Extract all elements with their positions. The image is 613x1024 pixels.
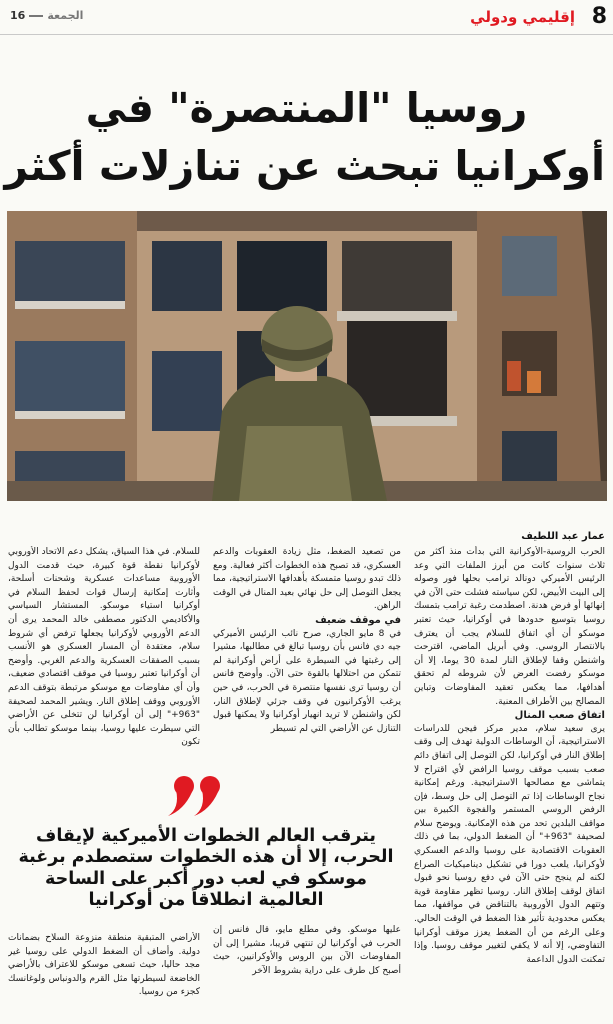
issue-date [6, 9, 83, 22]
page-number: 8 [591, 4, 607, 29]
headline-line-1: روسيا "المنتصرة" في [85, 84, 528, 132]
article-photo [7, 211, 607, 501]
pull-quote: يترقب العالم الخطوات الأميركية لإيقاف الحرب، إلا أن هذه الخطوات ستصطدم برغبة موسكو في لعب دور أكبر على الساحة العالمية انطلاقاً من أوكرانيا [18, 826, 394, 911]
page-header [0, 0, 613, 35]
date-separator [29, 15, 43, 17]
article-column-2-continued: عليها موسكو. وفي مطلع مايو، قال فانس إن الحرب في أوكرانيا لن تنتهي قريبا، مشيرا إلى أن المفاوضات الآن بين الروس والأوكرانيين، حيث أصبح كل طرف على دراية بشروط الآخر [213, 925, 401, 976]
headline-line-2: أوكرانيا تبحث عن تنازلات أكثر [4, 142, 605, 190]
paragraph: من تصعيد الضغط، مثل زيادة العقوبات والدعم العسكري، قد تصبح هذه الخطوات أكثر فعالية. ومع ذلك تبدو روسيا متمسكة بأهدافها الاستراتيجية، مما يجعل التوصل إلى حل نهائي بعيد المنال في الوقت الراهن. [213, 547, 401, 612]
damaged-building-soldier-image [7, 211, 607, 501]
subheading: اتفاق صعب المنال [514, 710, 605, 722]
paragraph: الحرب الروسية-الأوكرانية التي بدأت منذ أكثر من ثلاث سنوات كانت من أبرز الملفات التي وعد الرئيس الأميركي دونالد ترامب بحلها فور وصوله إلى البيت الأبيض، لكن سياسته فشلت حتى الآن في إنهائها أو فرض هدنة. اصطدمت رغبة ترامب بتمسك روسيا بتوسيع حدودها في أوكرانيا، حيث تعتبر موسكو أن أي اتفاق للسلام يجب أن يعترف بالانتصار الروسي. وفي أبريل الماضي، اقترحت واشنطن وقفا لإطلاق النار لمدة 30 يوما، إلا أن موسكو رفضت العرض لأن شروطه لم تحقق أهدافها، مما يعكس تعقيد المفاوضات وتباين المصالح بين الأطراف المعنية. [414, 547, 605, 707]
article-column-3 [8, 546, 200, 798]
article-column-1 [414, 546, 605, 1008]
issue-day: الجمعة [47, 9, 84, 22]
article-column-3-continued: الأراضي المتبقية منطقة منزوعة السلاح بضمانات دولية. وأضاف أن الضغط الدولي على روسيا غير مجد حاليا، حيث تسعى موسكو للاعتراف بالأراضي الخاضعة لسيطرتها مثل القرم والدونباس ولوغانسك كجزء من روسيا. [8, 933, 200, 998]
subheading: في موقف ضعيف [315, 614, 401, 626]
quote-icon [166, 774, 226, 816]
article-byline: عمار عبد اللطيف [521, 531, 605, 542]
paragraph: للسلام. في هذا السياق، يشكل دعم الاتحاد الأوروبي لأوكرانيا نقطة قوة كبيرة، حيث قدمت الدول الأوروبية مساعدات عسكرية وشحنات أسلحة، وأثارت إمكانية إرسال قوات لحفظ السلام في أوكرانيا استياء موسكو. المستشار السياسي والأكاديمي الدكتور مصطفى خالد المحمد يرى أن الدعم الأوروبي لأوكرانيا يجعلها ترفض أي شروط سلام، معتقدة أن المسار العسكري هو الأنسب بسبب الصفقات العسكرية والدعم الغربي. وأوضح أن أوكرانيا تعتبر روسيا في موقف اقتصادي ضعيف، وأن أي مفاوضات مع موسكو مرتبطة بتوقف الدعم الأوروبي ووقف إطلاق النار. ويشير المحمد لصحيفة "963+" إلى أن أوكرانيا لن تتخلى عن الأراضي التي سيطرت عليها روسيا، بينما موسكو تطالب بأن تكون [8, 547, 200, 748]
issue-day-number: 16 [10, 9, 26, 22]
paragraph: في 8 مايو الجاري، صرح نائب الرئيس الأميركي جيه دي فانس بأن روسيا تبالغ في مطالبها، مشيرا إلى رغبتها في السيطرة على أراض أوكرانية لم تتمكن من احتلالها بالقوة حتى الآن. وأوضح فانس أن روسيا ترى نفسها منتصرة في الحرب، في حين يرغب الأوكرانيون في وقف جزئي لإطلاق النار، لكن واشنطن لا تريد انهيار أوكرانيا ولا يمكنها قبول التنازل عن الأراضي التي لم تسيطر [213, 628, 401, 734]
article-column-2 [213, 546, 401, 794]
paragraph: يرى سعيد سلام، مدير مركز فيجن للدراسات الاستراتيجية، أن الوساطات الدولية تهدف إلى وقف إطلاق النار في أوكرانيا، لكن التوصل إلى اتفاق دائم صعب بسبب موقف روسيا الرافض لأي اقتراح لا يتماشى مع مصالحها الاستراتيجية. ورغم إمكانية نجاح الوساطات إذا تم التوصل إلى حل وسط، فإن الرفض الروسي المستمر والفجوة الكبيرة بين مواقف البلدين تحد من هذه الإمكانية. ويوضح سلام لصحيفة "963+" أن الضغط الدولي، بما في ذلك العقوبات الاقتصادية على روسيا والدعم العسكري لأوكرانيا، يلعب دورا في تشكيل ديناميكيات الصراع لكنه لم ينجح حتى الآن في دفع روسيا نحو قبول اتفاق لوقف إطلاق النار. روسيا تظهر مقاومة قوية وتتهم الدول الأوروبية بالتناقض في مواقفها، مما يعكس محدودية تأثير هذا الضغط في الوقت الحالي. وعلى الرغم من أن الضغط يعزز موقف أوكرانيا التفاوضي، إلا أنه لا يكفي لتغيير موقف روسيا. وإذا تمكنت الدول الداعمة [414, 723, 605, 965]
section-title: إقليمي ودولي [470, 8, 575, 26]
